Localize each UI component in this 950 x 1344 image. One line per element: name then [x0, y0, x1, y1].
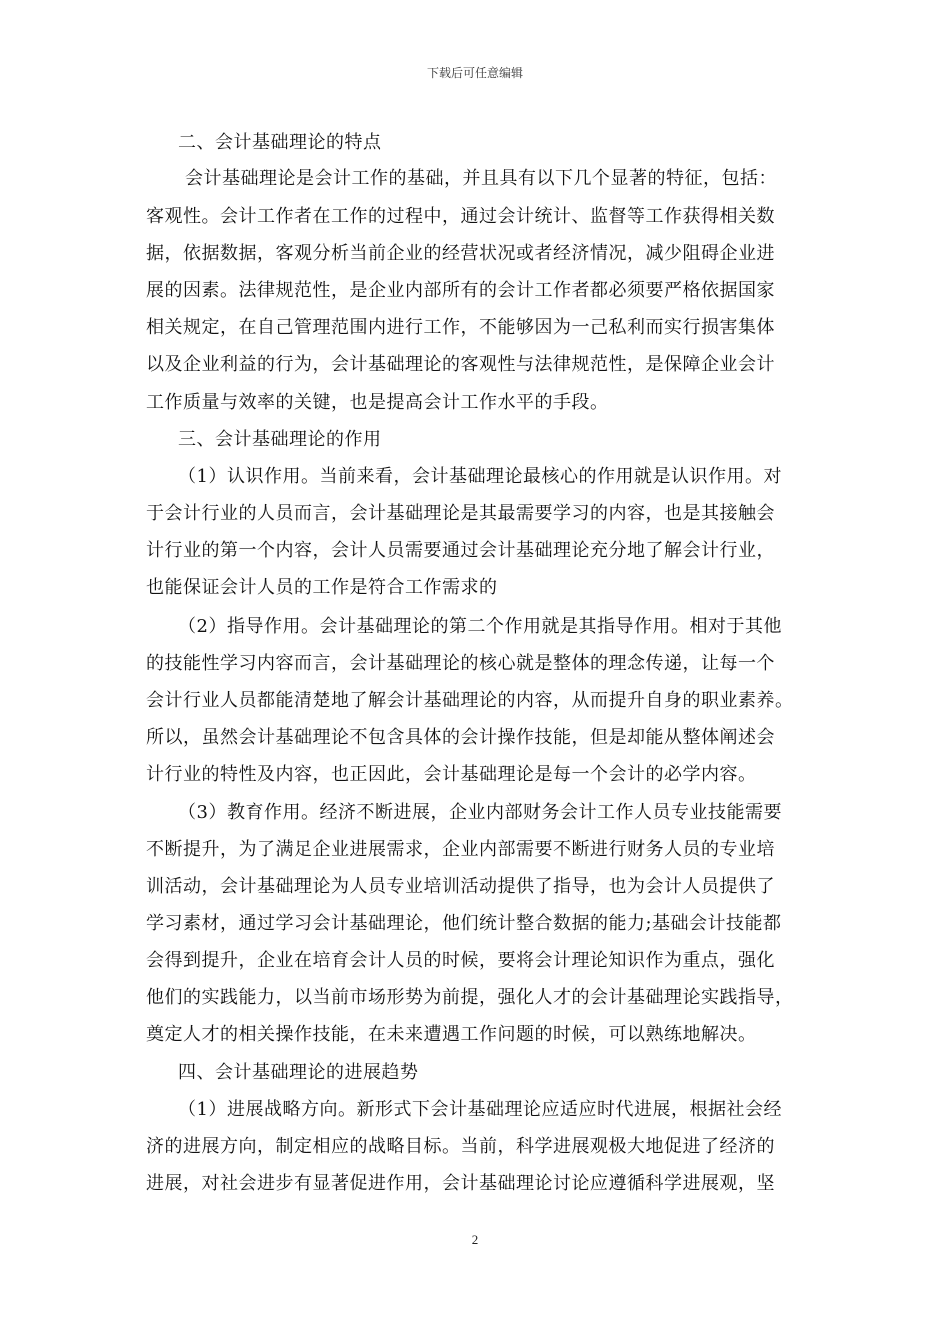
paragraph-line: 计行业的第一个内容，会计人员需要通过会计基础理论充分地了解会计行业，: [146, 540, 775, 561]
paragraph-line: 他们的实践能力，以当前市场形势为前提，强化人才的会计基础理论实践指导，: [146, 987, 794, 1008]
paragraph-line: 会计行业人员都能清楚地了解会计基础理论的内容，从而提升自身的职业素养。: [146, 690, 794, 711]
paragraph-line: 学习素材，通过学习会计基础理论，他们统计整合数据的能力;基础会计技能都: [146, 913, 782, 934]
paragraph-line: 相关规定，在自己管理范围内进行工作，不能够因为一己私利而实行损害集体: [146, 317, 775, 338]
paragraph-line: 进展，对社会进步有显著促进作用，会计基础理论讨论应遵循科学进展观，坚: [146, 1173, 775, 1194]
paragraph-line: 奠定人才的相关操作技能，在未来遭遇工作问题的时候，可以熟练地解决。: [146, 1024, 757, 1045]
paragraph-line: （2）指导作用。会计基础理论的第二个作用就是其指导作用。相对于其他: [178, 616, 782, 637]
section-heading: 二、会计基础理论的特点: [178, 132, 382, 153]
paragraph-line: 不断提升，为了满足企业进展需求，企业内部需要不断进行财务人员的专业培: [146, 839, 775, 860]
paragraph-line: 计行业的特性及内容，也正因此，会计基础理论是每一个会计的必学内容。: [146, 764, 757, 785]
section-heading: 三、会计基础理论的作用: [178, 429, 382, 450]
paragraph-line: 所以，虽然会计基础理论不包含具体的会计操作技能，但是却能从整体阐述会: [146, 727, 775, 748]
page-header: 下载后可任意编辑: [426, 66, 523, 80]
page-number: 2: [471, 1232, 479, 1247]
paragraph-line: 于会计行业的人员而言，会计基础理论是其最需要学习的内容，也是其接触会: [146, 503, 775, 524]
paragraph-line: 济的进展方向，制定相应的战略目标。当前，科学进展观极大地促进了经济的: [146, 1136, 775, 1157]
paragraph-line: 工作质量与效率的关键，也是提高会计工作水平的手段。: [146, 392, 609, 413]
paragraph-line: 训活动，会计基础理论为人员专业培训活动提供了指导，也为会计人员提供了: [146, 876, 775, 897]
paragraph-line: （3）教育作用。经济不断进展，企业内部财务会计工作人员专业技能需要: [178, 802, 782, 823]
paragraph-line: 会得到提升，企业在培育会计人员的时候，要将会计理论知识作为重点，强化: [146, 950, 775, 971]
paragraph-line: 据，依据数据，客观分析当前企业的经营状况或者经济情况，减少阻碍企业进: [146, 243, 775, 264]
paragraph-line: 会计基础理论是会计工作的基础，并且具有以下几个显著的特征，包括：: [185, 168, 777, 189]
paragraph-line: （1）认识作用。当前来看，会计基础理论最核心的作用就是认识作用。对: [178, 466, 782, 487]
paragraph-line: 以及企业利益的行为，会计基础理论的客观性与法律规范性，是保障企业会计: [146, 354, 775, 375]
paragraph-line: 展的因素。法律规范性，是企业内部所有的会计工作者都必须要严格依据国家: [146, 280, 775, 301]
paragraph-line: 的技能性学习内容而言，会计基础理论的核心就是整体的理念传递，让每一个: [146, 653, 775, 674]
paragraph-line: 也能保证会计人员的工作是符合工作需求的: [146, 577, 498, 598]
paragraph-line: （1）进展战略方向。新形式下会计基础理论应适应时代进展，根据社会经: [178, 1099, 782, 1120]
section-heading: 四、会计基础理论的进展趋势: [178, 1062, 419, 1083]
paragraph-line: 客观性。会计工作者在工作的过程中，通过会计统计、监督等工作获得相关数: [146, 206, 775, 227]
